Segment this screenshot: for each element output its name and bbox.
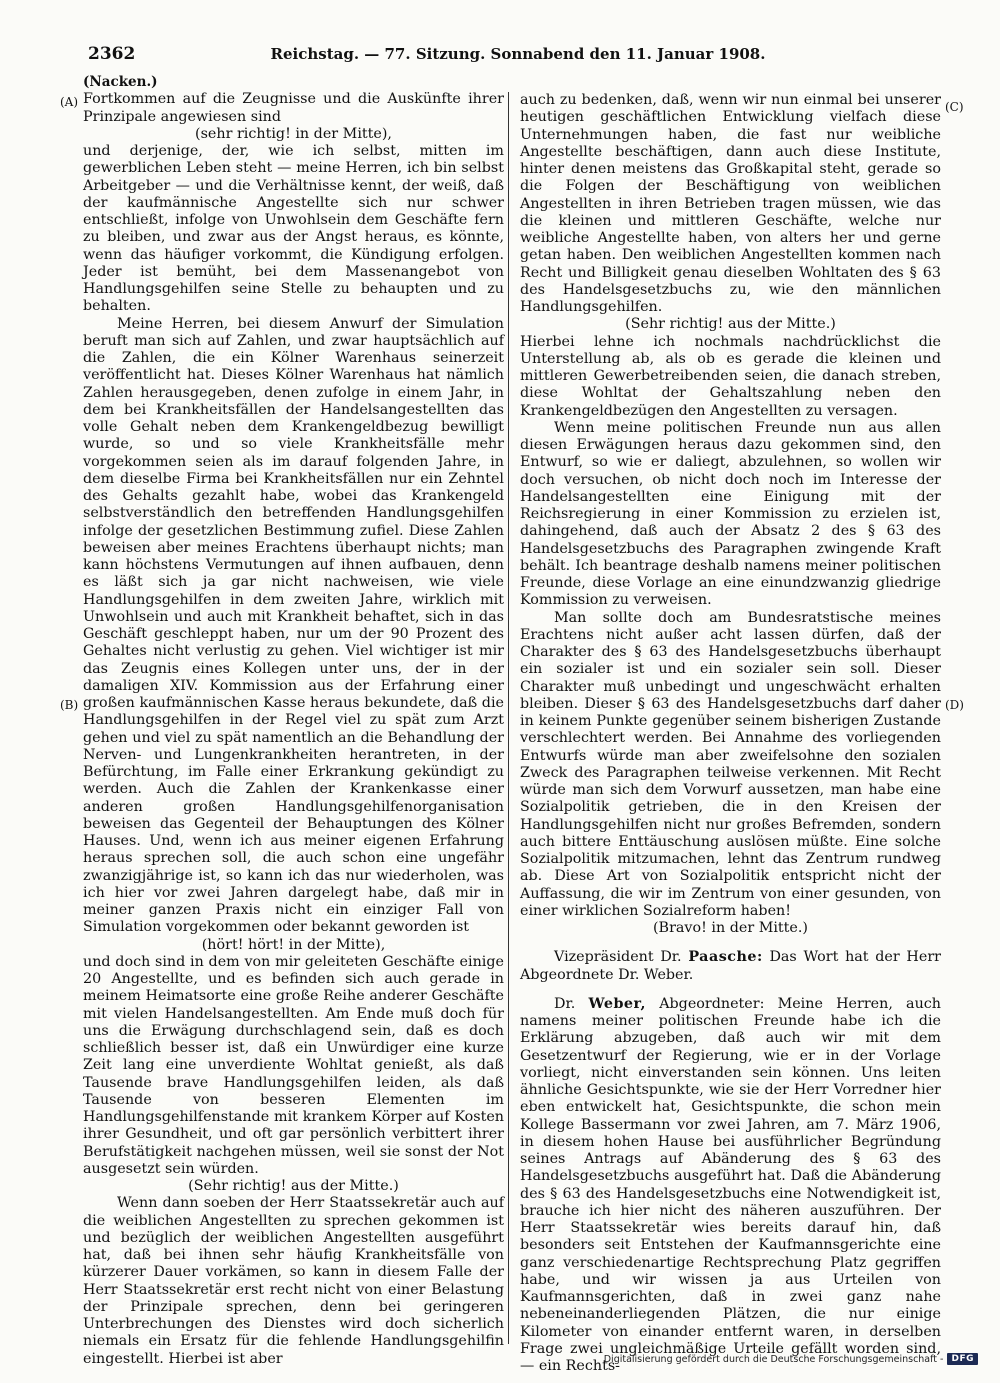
- interjection: (Sehr richtig! aus der Mitte.): [188, 1178, 399, 1194]
- paragraph: auch zu bedenken, daß, wenn wir nun einmal bei unserer heutigen geschäftlichen Entwicklung vielfach diese Unternehmungen haben, die fast nur weibliche Angestellte beschäftigen, dann auch diese Institute, hinter denen meistens das Großkapital steht, gerade so die Folgen der Beschäftigung von weiblichen Angestellten in ihren Betrieben tragen müssen, wie das die kleinen und mittleren Geschäfte, welche nur weibliche Angestellte haben, von alters her und gerne getan haben. Den weiblichen Angestellten kommen nach Recht und Billigkeit genau dieselben Wohltaten des § 63 des Handelsgesetzbuchs zu, wie den männlichen Handlungsgehilfen.: [520, 92, 941, 315]
- paragraph: Wenn dann soeben der Herr Staatssekretär auch auf die weiblichen Angestellten zu sprechen gekommen ist und bezüglich der weiblichen Angestellten ausgeführt hat, daß bei ihnen sehr häufig Krankheitsfälle von kürzerer Dauer vorkämen, so kann in diesem Falle der Herr Staatssekretär erst recht nicht von einer Belastung der Prinzipale sprechen, denn bei geringeren Unterbrechungen des Dienstes wird doch sicherlich niemals ein Ersatz für die fehlende Handlungsgehilfin eingestellt. Hierbei ist aber: [83, 1195, 504, 1367]
- interjection: (Sehr richtig! aus der Mitte.): [625, 316, 836, 333]
- paragraph: Man sollte doch am Bundesratstische meines Erachtens nicht außer acht lassen dürfen, daß der Charakter des § 63 des Handelsgesetzbuchs überhaupt ein sozialer ist und ein sozialer sein soll. Dieser Charakter muß unbedingt und ungeschwächt erhalten bleiben. Dieser § 63 des Handelsgesetzbuchs darf daher in keinem Punkte gegenüber seinem bisherigen Zustande verschlechtert werden. Bei Annahme des vorliegenden Entwurfs würde man aber zweifelsohne den sozialen Zweck des Paragraphen teilweise verkennen. Mit Recht würde man sich dem Vorwurf aussetzen, man habe eine Sozialpolitik getrieben, die in den Kreisen der Handlungsgehilfen nicht nur großes Befremden, sondern auch bittere Enttäuschung auslösen müßte. Eine solche Sozialpolitik mitzumachen, lehnt das Zentrum rundweg ab. Diese Art von Sozialpolitik entspricht nicht der Auffassung, die wir im Zentrum von einer gesunden, von einer wirklichen Sozialreform haben!: [520, 609, 941, 919]
- running-title: Reichstag. — 77. Sitzung. Sonnabend den 11. Januar 1908.: [270, 45, 766, 63]
- paragraph: Wenn meine politischen Freunde nun aus allen diesen Erwägungen heraus dazu gekommen sind, den Entwurf, so wie er daliegt, abzulehnen, so wollen wir doch versuchen, ob nicht doch noch im Interesse der Handelsangestellten eine Einigung mit der Reichsregierung in einer Kommission zu erzielen ist, dahingehend, daß auch der Absatz 2 des § 63 des Handelsgesetzbuchs des Paragraphen zwingende Kraft behält. Ich beantrage deshalb namens meiner politischen Freunde, diese Vorlage an eine einundzwanzig gliedrige Kommission zu verweisen.: [520, 419, 941, 609]
- speaker-tag: (Nacken.): [83, 74, 158, 90]
- interjection: (sehr richtig! in der Mitte),: [195, 125, 392, 142]
- footer: [604, 1353, 978, 1365]
- interjection: (hört! hört! in der Mitte),: [201, 936, 386, 953]
- speaker-name: Paasche:: [688, 949, 763, 966]
- vice-president-statement: [520, 949, 941, 984]
- margin-mark-a: (A): [60, 95, 79, 109]
- paragraph: und derjenige, der, wie ich selbst, mitten im gewerblichen Leben steht — meine Herren, ich bin selbst Arbeitgeber — und die Verhältnisse kennt, der weiß, daß der kaufmännische Angestellte sich nur schwer entschließt, infolge von Unwohlsein dem Geschäfte fern zu bleiben, und zwar aus der Angst heraus, es könnte, wenn das häufiger vorkommt, die Kündigung erfolgen. Jeder ist bemüht, bei dem Massenangebot von Handlungsgehilfen seine Stelle zu behaupten und zu behalten.: [83, 143, 504, 315]
- column-divider: [508, 92, 509, 1344]
- statement-text: Das Wort hat der Herr Abgeordnete Dr. Weber.: [520, 949, 941, 983]
- interjection: (Bravo! in der Mitte.): [652, 920, 809, 936]
- speaker-name: Weber,: [588, 995, 647, 1012]
- paragraph: Hierbei lehne ich nochmals nachdrücklichst die Unterstellung ab, als ob es gerade die kleinen und mittleren Gewerbetreibenden seien, die danach streben, diese Wohltat der Gehaltszahlung neben den Krankengeldbezügen den Angestellten zu versagen.: [520, 333, 941, 419]
- weber-speech: [520, 996, 941, 1376]
- left-column: [83, 74, 504, 1367]
- page-number: 2362: [88, 44, 136, 64]
- margin-mark-c: (C): [945, 100, 964, 114]
- speaker-title: Dr.: [554, 995, 576, 1012]
- paragraph: Meine Herren, bei diesem Anwurf der Simulation beruft man sich auf Zahlen, und zwar hauptsächlich auf die Zahlen, die ein Kölner Warenhaus seinerzeit veröffentlicht hat. Dieses Kölner Warenhaus hat nämlich Zahlen herausgegeben, denen zufolge in einem Jahr, in dem bei Krankheitsfällen der Handelsangestellten das volle Gehalt neben dem Krankengeldbezug bewilligt wurde, so und so viele Krankheitsfälle mehr vorgekommen seien als im darauf folgenden Jahre, in dem dieselbe Firma bei Krankheitsfällen nur ein Zehntel des Gehalts gezahlt habe, wobei das Krankengeld selbstverständlich den betreffenden Handlungsgehilfen infolge der gesetzlichen Bestimmung zufiel. Diese Zahlen beweisen aber meines Erachtens überhaupt nichts; man kann höchstens Vermutungen auf ihnen aufbauen, denn es läßt sich ja gar nicht nachweisen, wie viele Handlungsgehilfen in dem zweiten Jahre, wirklich mit Unwohlsein und auch mit Krankheit behaftet, sich in das Geschäft geschleppt haben, nur um der 90 Prozent des Gehaltes nicht verlustig zu gehen. Viel wichtiger ist mir das Zeugnis eines Kollegen unter uns, der in der damaligen XIV. Kommission aus der Erfahrung einer großen kaufmännischen Kasse heraus bekundete, daß die Handlungsgehilfen in der Regel viel zu spät zum Arzt gehen und viel zu spät namentlich an die Behandlung der Nerven- und Lungenkrankheiten herantreten, in der Befürchtung, im Falle einer Erkrankung gekündigt zu werden. Auch die Zahlen der Krankenkasse einer anderen großen Handlungsgehilfenorganisation beweisen das Gegenteil der Behauptungen des Kölner Hauses. Und, wenn ich aus meiner eigenen Erfahrung heraus sprechen soll, die auch schon eine ungefähr zwanzigjährige ist, so kann ich das nur wiederholen, was ich hier vor zwei Jahren dargelegt habe, daß mir in meiner ganzen Praxis nicht ein einziger Fall von Simulation vorgekommen oder bekannt geworden ist: [83, 315, 504, 936]
- margin-mark-d: (D): [945, 698, 964, 712]
- footer-text: Digitalisierung gefördert durch die Deutsche Forschungsgemeinschaft -: [603, 1353, 944, 1365]
- speaker-title: Vizepräsident Dr.: [554, 949, 682, 966]
- page-header: [88, 44, 948, 68]
- paragraph: Fortkommen auf die Zeugnisse und die Auskünfte ihrer Prinzipale angewiesen sind: [83, 91, 504, 125]
- dfg-logo: DFG: [947, 1353, 978, 1365]
- speech-text: Abgeordneter: Meine Herren, auch namens meiner politischen Freunde habe ich die Erklärung abzugeben, daß auch wir mit dem Gesetzentwurf der Regierung, wie er in der Vorlage vorliegt, nicht einverstanden sein können. Uns leiten ähnliche Gesichtspunkte, wie sie der Herr Vorredner hier eben entwickelt hat, Gesichtspunkte, die schon mein Kollege Bassermann vor zwei Jahren, am 7. März 1906, in diesem hohen Hause bei ausführlicher Begründung seines Antrags auf Abänderung des § 63 des Handelsgesetzbuchs ausgeführt hat. Daß die Abänderung des § 63 des Handelsgesetzbuchs eine Notwendigkeit ist, brauche ich hier nicht des näheren auszuführen. Der Herr Staatssekretär wies bereits darauf hin, daß besonders seit Entstehen der Kaufmannsgerichte eine ganz verschiedenartige Rechtsprechung Platz gegriffen habe, und wir wissen ja aus Urteilen von Kaufmannsgerichten, daß in zwei ganz nahe nebeneinanderliegenden Plätzen, die nur einige Kilometer von einander entfernt waren, in derselben Frage zwei ungleichmäßige Urteile gefällt worden sind, — ein Rechts-: [520, 995, 941, 1374]
- paragraph: und doch sind in dem von mir geleiteten Geschäfte einige 20 Angestellte, und es befinden sich auch gerade in meinem Heimatsorte eine große Reihe anderer Geschäfte mit vielen Handelsangestellten. Am Ende muß doch für uns die Erwägung durchschlagend sein, daß es doch schließlich besser ist, daß ein Unwürdiger eine kurze Zeit lang eine unverdiente Wohltat genießt, als daß Tausende brave Handlungsgehilfen leiden, als daß Tausende von besseren Elementen im Handlungsgehilfenstande mit krankem Körper auf Kosten ihrer Gesundheit, und oft gar persönlich verbittert ihrer Berufstätigkeit nachgehen müssen, weil sie sonst der Not ausgesetzt sein würden.: [83, 953, 504, 1177]
- margin-mark-b: (B): [60, 698, 79, 712]
